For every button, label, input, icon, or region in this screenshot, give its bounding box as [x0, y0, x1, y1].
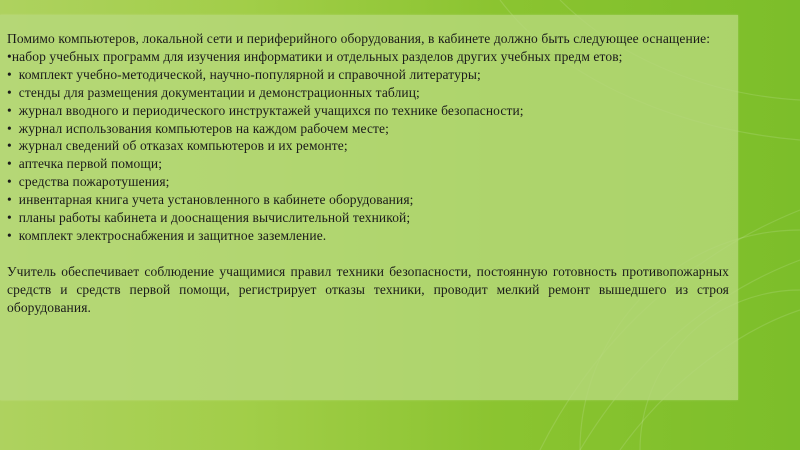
list-item: [7, 102, 729, 120]
bullet-icon: •: [7, 192, 12, 208]
bullet-icon: •: [7, 48, 12, 64]
list-item-text: журнал вводного и периодического инструктажей учащихся по технике безопасности;: [18, 102, 524, 118]
list-item-text: журнал использования компьютеров на каждом рабочем месте;: [18, 120, 389, 136]
bullet-icon: •: [7, 66, 12, 82]
list-item-text: инвентарная книга учета установленного в кабинете оборудования;: [18, 192, 414, 208]
list-item-text: комплект электроснабжения и защитное заземление.: [18, 227, 327, 243]
bullet-icon: •: [7, 156, 12, 172]
list-item-text: стенды для размещения документации и демонстрационных таблиц;: [18, 84, 420, 100]
bullet-icon: •: [7, 84, 12, 100]
list-item-text: набор учебных программ для изучения информатики и отдельных разделов других учебных предм етов;: [11, 48, 623, 64]
intro-paragraph: Помимо компьютеров, локальной сети и периферийного оборудования, в кабинете должно быть следующее оснащение:: [7, 31, 711, 46]
bullet-icon: •: [7, 138, 12, 154]
bullet-icon: •: [7, 227, 12, 243]
paragraph-spacer: [7, 245, 729, 263]
bullet-icon: •: [7, 210, 12, 226]
list-item: [7, 227, 729, 245]
list-item: [7, 173, 729, 191]
list-item-text: комплект учебно‑методической, научно‑популярной и справочной литературы;: [18, 66, 481, 82]
list-item: [7, 84, 729, 102]
list-item: [7, 48, 729, 66]
list-item: [7, 120, 729, 138]
list-item: [7, 137, 729, 155]
list-item-text: средства пожаротушения;: [18, 174, 170, 190]
slide-text: [7, 30, 729, 317]
list-item: [7, 209, 729, 227]
list-item: [7, 66, 729, 84]
list-item: [7, 155, 729, 173]
list-item-text: планы работы кабинета и дооснащения вычислительной техникой;: [18, 210, 411, 226]
bullet-icon: •: [7, 174, 12, 190]
bullet-icon: •: [7, 120, 12, 136]
equipment-list: [7, 48, 729, 245]
list-item-text: журнал сведений об отказах компьютеров и их ремонте;: [18, 138, 348, 154]
outro-paragraph: Учитель обеспечивает соблюдение учащимися правил техники безопасности, постоянную готовность противопожарных средств и средств первой помощи, регистрирует отказы техники, проводит мелкий ремонт вышедшего из строя оборудования.: [7, 263, 729, 315]
list-item-text: аптечка первой помощи;: [18, 156, 163, 172]
list-item: [7, 191, 729, 209]
bullet-icon: •: [7, 102, 12, 118]
